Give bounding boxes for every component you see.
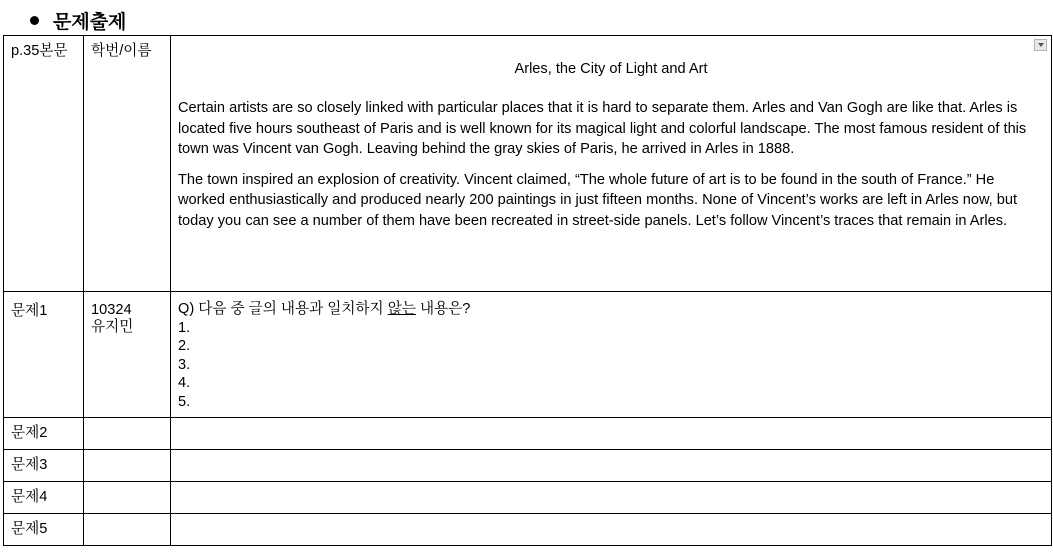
page-label-cell[interactable] <box>4 36 84 292</box>
question-label-cell[interactable] <box>4 482 84 514</box>
question-emphasis: 않는 <box>387 301 416 317</box>
passage-row <box>4 36 1052 292</box>
student-name: 유지민 <box>91 319 134 335</box>
student-id <box>84 514 170 526</box>
question-content <box>171 482 1051 494</box>
student-cell[interactable] <box>84 292 171 418</box>
question-row-4 <box>4 482 1052 514</box>
question-label: 문제5 <box>11 521 48 537</box>
student-id <box>84 450 170 462</box>
section-heading <box>28 6 126 34</box>
option-2: 2. <box>178 338 191 354</box>
student-id: 10324 <box>91 302 132 318</box>
question-label: 문제3 <box>11 457 48 473</box>
question-row-3 <box>4 450 1052 482</box>
question-row-2 <box>4 418 1052 450</box>
student-header-cell[interactable] <box>84 36 171 292</box>
question-label: 문제2 <box>11 425 48 441</box>
question-suffix: 내용은? <box>415 301 471 317</box>
student-id <box>84 482 170 494</box>
question-content-cell[interactable] <box>171 292 1052 418</box>
question-content-cell[interactable] <box>171 482 1052 514</box>
question-content-cell[interactable] <box>171 418 1052 450</box>
question-label-cell[interactable] <box>4 418 84 450</box>
passage-paragraph: Certain artists are so closely linked with particular places that it is hard to separate them. Arles and Van Gogh are like that. Arles is located five hours southeast of Paris and is well known for its magical light and colorful landscape. The most famous resident of this town was Vincent van Gogh. Leaving behind the gray skies of Paris, he arrived in Arles in 1888. <box>178 100 1027 157</box>
question-label: 문제1 <box>11 303 48 319</box>
question-content-cell[interactable] <box>171 450 1052 482</box>
question-text <box>178 300 1044 319</box>
student-cell[interactable] <box>84 450 171 482</box>
bullet-dot-icon <box>30 16 39 25</box>
passage-title: Arles, the City of Light and Art <box>514 61 708 77</box>
question-prefix: Q) 다음 중 글의 내용과 일치하지 <box>178 301 388 317</box>
question-row-1 <box>4 292 1052 418</box>
section-title: 문제출제 <box>53 11 127 33</box>
passage-paragraph: The town inspired an explosion of creativity. Vincent claimed, “The whole future of art is to be found in the south of France.” He worked enthusiastically and produced nearly 200 paintings in just fifteen months. None of Vincent’s works are left in Arles now, but today you can see a number of them have been recreated in street-side panels. Let’s follow Vincent’s traces that remain in Arles. <box>178 171 1018 229</box>
question-label-cell[interactable] <box>4 514 84 546</box>
option-5: 5. <box>178 393 191 410</box>
student-header: 학번/이름 <box>91 43 152 59</box>
question-content <box>171 418 1051 430</box>
question-content-cell[interactable] <box>171 514 1052 546</box>
question-label: 문제4 <box>11 489 48 505</box>
question-content <box>171 450 1051 462</box>
student-cell[interactable] <box>84 514 171 546</box>
student-cell[interactable] <box>84 418 171 450</box>
question-label-cell[interactable] <box>4 292 84 418</box>
page-label: p.35본문 <box>11 43 68 59</box>
question-content <box>171 514 1051 526</box>
option-3: 3. <box>178 356 191 373</box>
student-id <box>84 418 170 430</box>
question-table <box>3 35 1052 546</box>
question-label-cell[interactable] <box>4 450 84 482</box>
question-row-5 <box>4 514 1052 546</box>
dropdown-arrow-icon[interactable] <box>1034 39 1047 51</box>
option-1: 1. <box>178 319 191 336</box>
option-4: 4. <box>178 375 191 391</box>
passage-cell[interactable] <box>171 36 1052 292</box>
student-cell[interactable] <box>84 482 171 514</box>
